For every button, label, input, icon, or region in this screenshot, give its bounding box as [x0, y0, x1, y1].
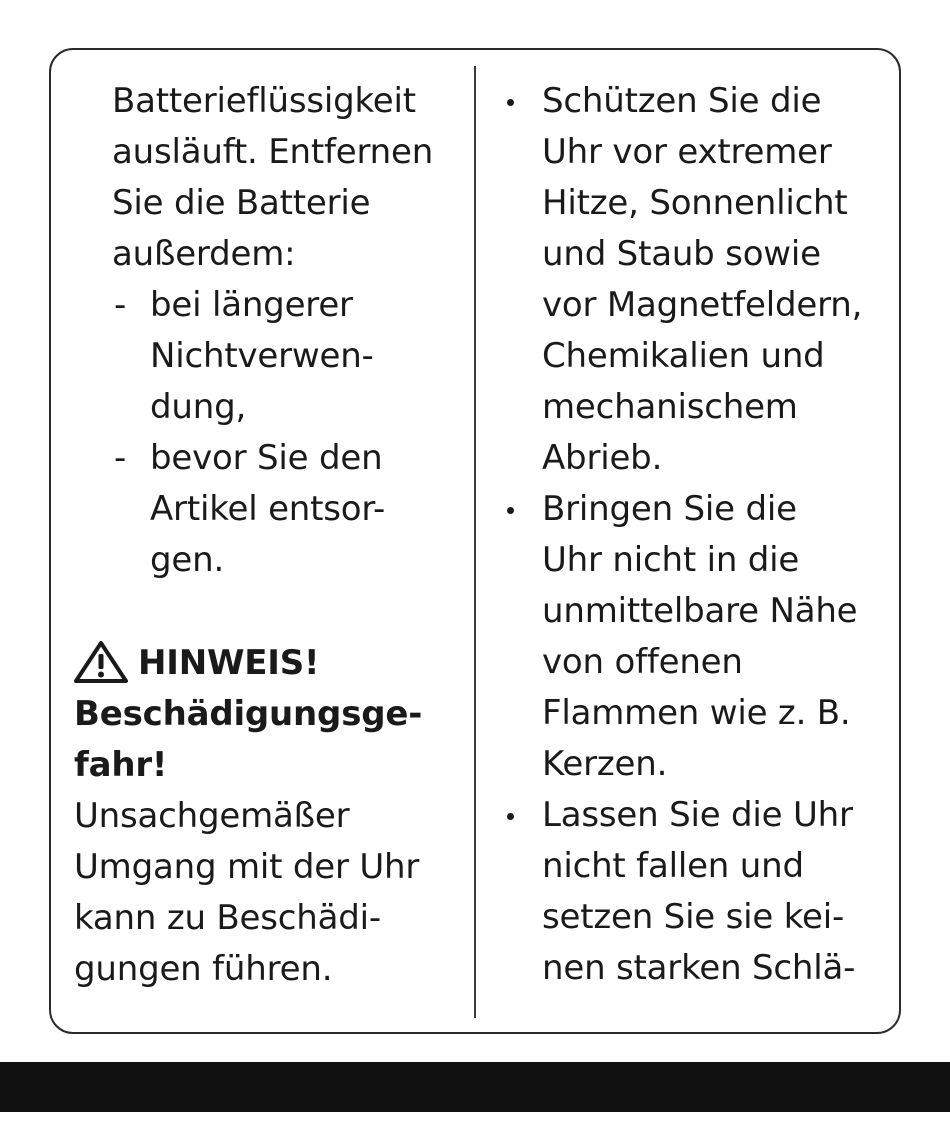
bullet-line: von offenen: [542, 642, 743, 682]
bullet-line: Bringen Sie die: [542, 489, 797, 529]
notice-body-line: Umgang mit der Uhr: [74, 847, 420, 887]
bottom-bar: [0, 1062, 950, 1112]
dash-item-line: Nichtverwen-: [150, 336, 374, 376]
bullet-line: und Staub sowie: [542, 234, 821, 274]
column-divider: [474, 66, 476, 1018]
dash-item-line: bei längerer: [150, 285, 353, 325]
bullet-line: unmittelbare Nähe: [542, 591, 858, 631]
bullet-line: Lassen Sie die Uhr: [542, 795, 853, 835]
paragraph-line: ausläuft. Entfernen: [112, 132, 434, 172]
bullet-line: Hitze, Sonnenlicht: [542, 183, 848, 223]
bullet-line: Kerzen.: [542, 744, 668, 784]
paragraph-line: Batterieflüssigkeit: [112, 81, 416, 121]
notice-body-line: Unsachgemäßer: [74, 796, 350, 836]
bullet-line: Uhr vor extremer: [542, 132, 832, 172]
notice-heading: fahr!: [74, 745, 168, 785]
bullet-line: nen starken Schlä-: [542, 948, 856, 988]
bullet-line: Schützen Sie die: [542, 81, 822, 121]
bullet-line: setzen Sie sie kei-: [542, 897, 845, 937]
bullet-line: Chemikalien und: [542, 336, 825, 376]
dash-item-line: dung,: [150, 387, 247, 427]
notice-body-line: kann zu Beschädi-: [74, 898, 381, 938]
notice-body-line: gungen führen.: [74, 949, 333, 989]
bullet-line: Flammen wie z. B.: [542, 693, 851, 733]
notice-heading: Beschädigungsge-: [74, 694, 423, 734]
dash-item-line: bevor Sie den: [150, 438, 383, 478]
bullet-line: mechanischem: [542, 387, 798, 427]
bullet-line: Uhr nicht in die: [542, 540, 800, 580]
bullet-dot: [507, 507, 514, 514]
paragraph-line: Sie die Batterie: [112, 183, 371, 223]
notice-label: HINWEIS!: [138, 643, 320, 683]
bullet-dot: [507, 99, 514, 106]
dash-marker: -: [114, 438, 127, 478]
bullet-dot: [507, 813, 514, 820]
warning-triangle-icon: [73, 640, 129, 684]
bullet-line: Abrieb.: [542, 438, 663, 478]
dash-item-line: gen.: [150, 540, 225, 580]
bullet-line: nicht fallen und: [542, 846, 804, 886]
dash-marker: -: [114, 285, 127, 325]
paragraph-line: außerdem:: [112, 234, 296, 274]
dash-item-line: Artikel entsor-: [150, 489, 386, 529]
bullet-line: vor Magnetfeldern,: [542, 285, 863, 325]
